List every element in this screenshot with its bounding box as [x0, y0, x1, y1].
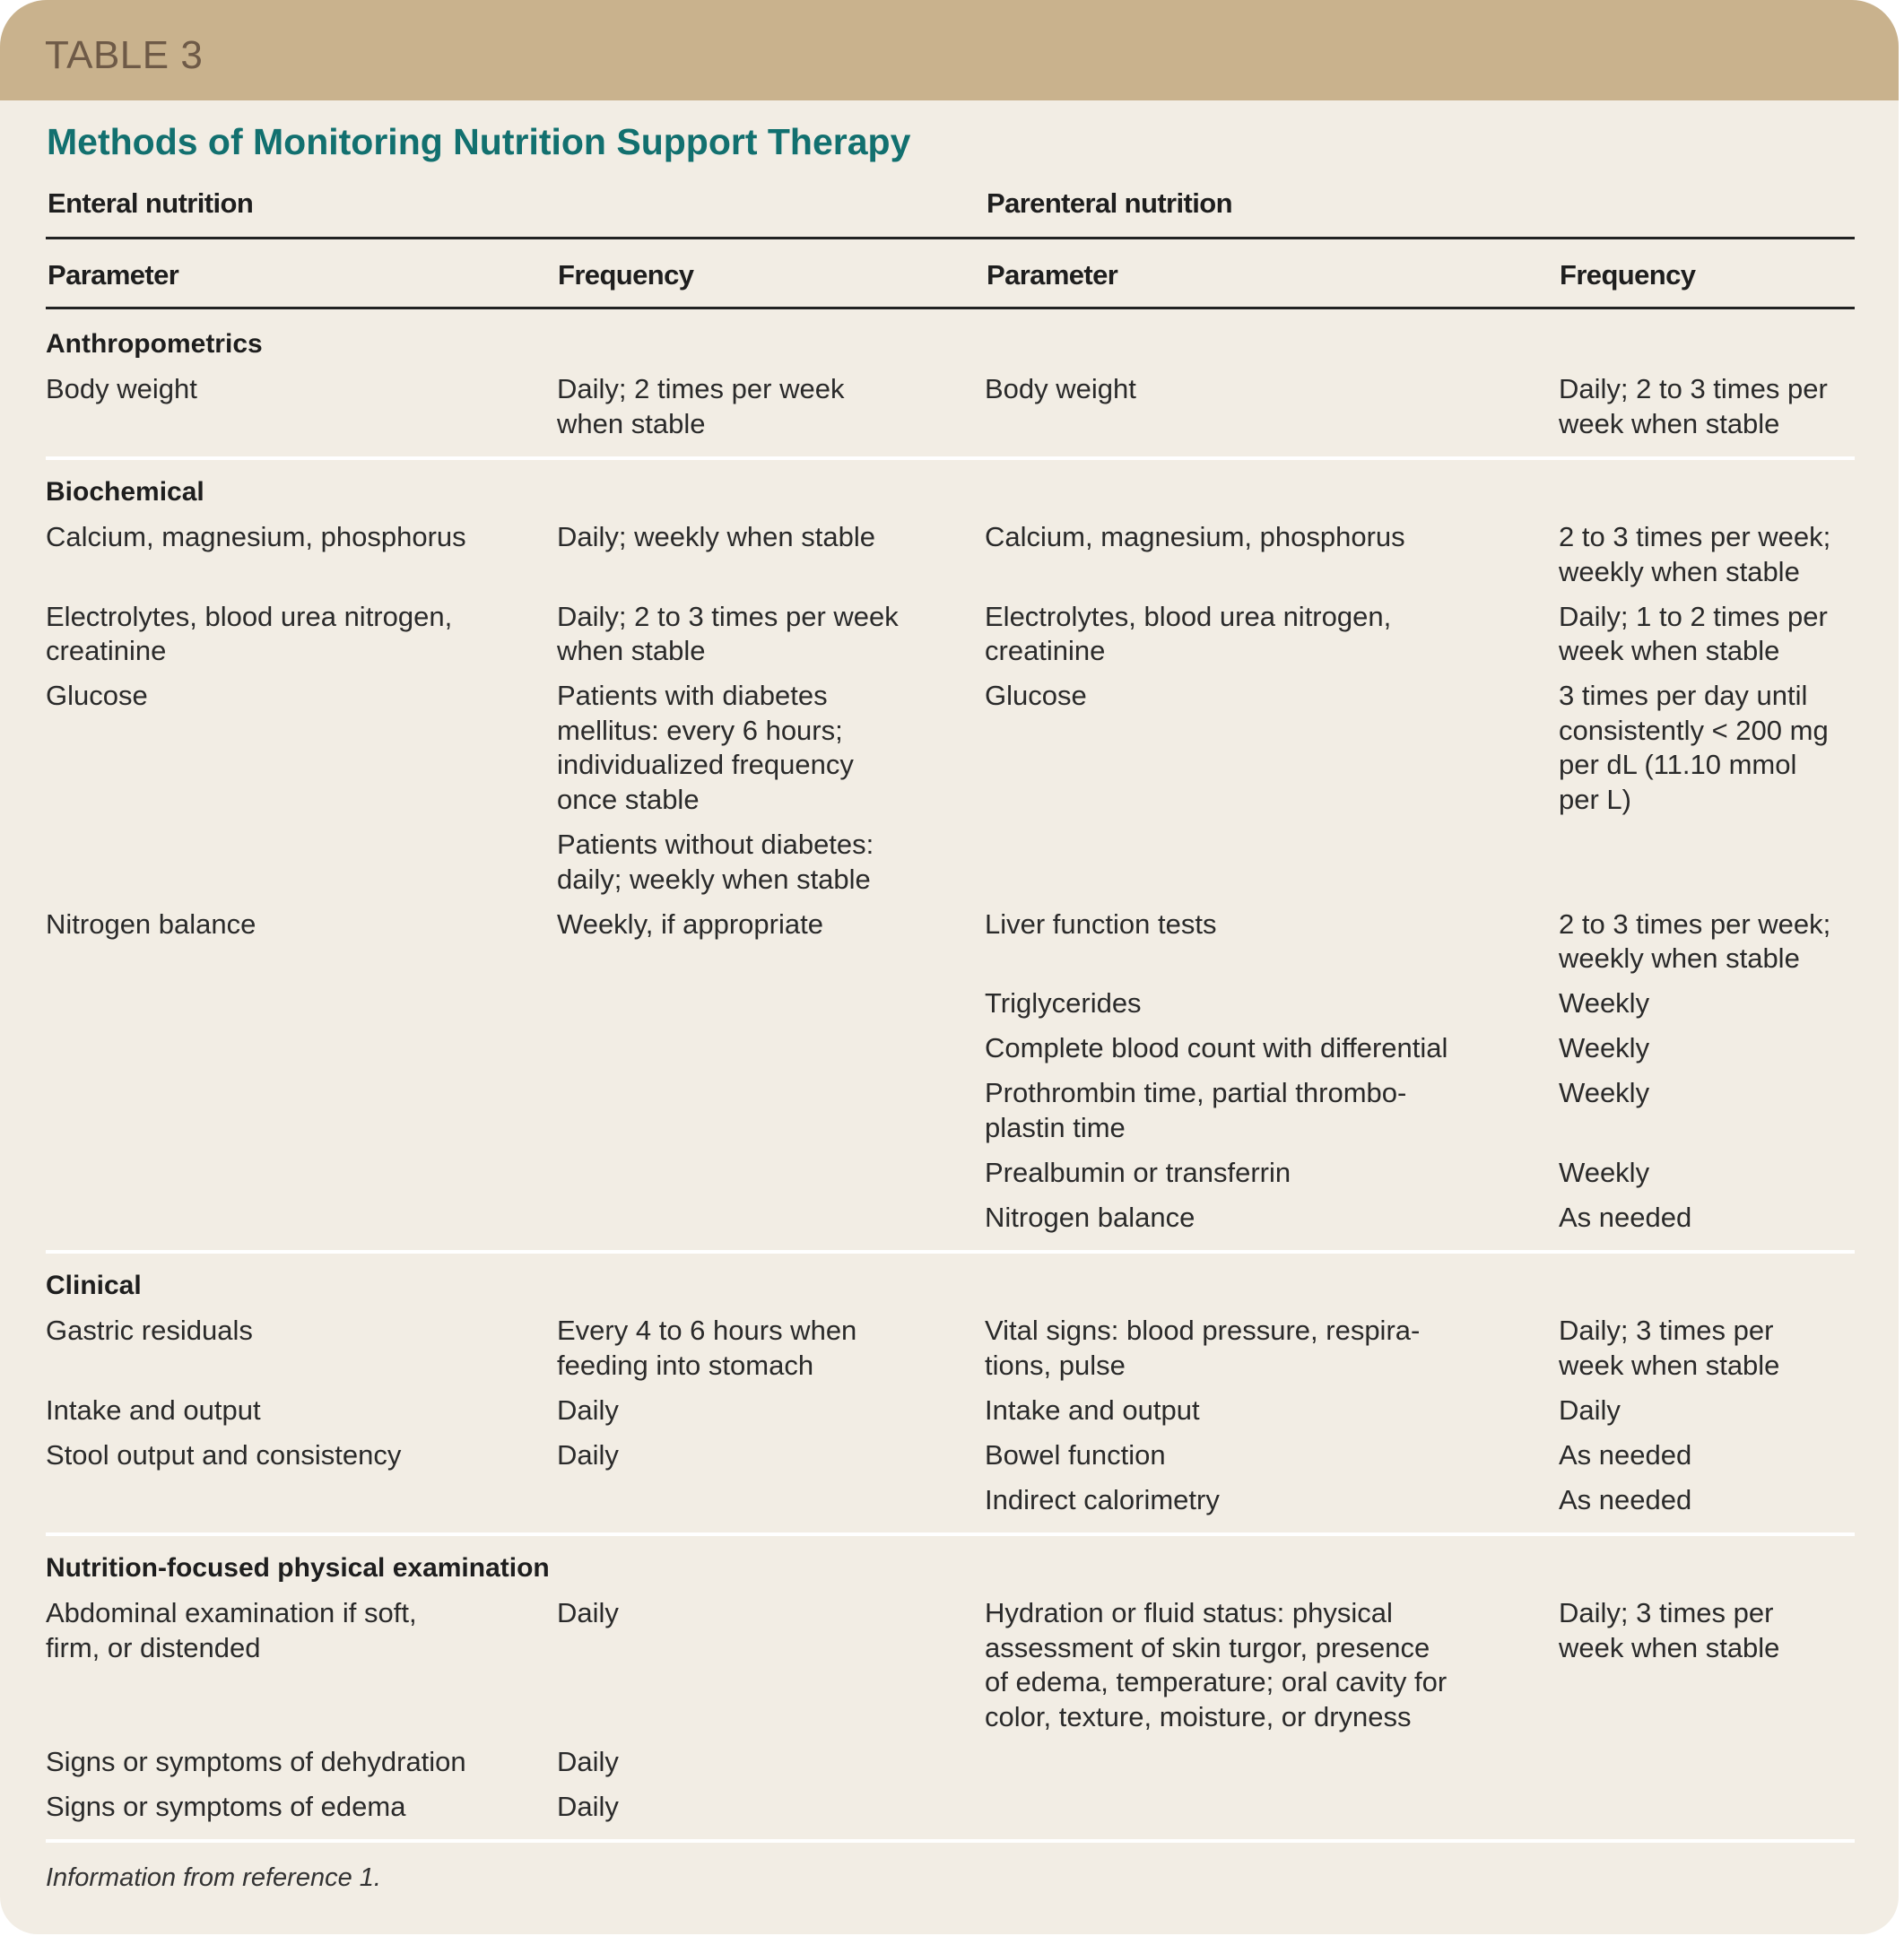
cell-text-line: Daily: [557, 1438, 619, 1471]
cell-parenteral-frequency: [1559, 907, 1830, 977]
table-footnote: Information from reference 1.: [46, 1863, 381, 1892]
cell-text-line: consistently < 200 mg: [1559, 714, 1829, 746]
cell-text-line: Signs or symptoms of dehydration: [46, 1745, 466, 1777]
cell-parenteral-parameter: [985, 986, 1142, 1021]
cell-text-line: Prealbumin or transferrin: [985, 1156, 1291, 1188]
cell-text-line: Every 4 to 6 hours when: [557, 1315, 857, 1346]
cell-enteral-frequency: [557, 1314, 856, 1383]
cell-paragraph: [985, 679, 1087, 714]
group-header-parenteral: Parenteral nutrition: [987, 187, 1232, 219]
cell-text-line: per dL (11.10 mmol: [1559, 749, 1797, 780]
cell-paragraph: [1559, 600, 1828, 669]
column-header-parenteral-frequency: Frequency: [1560, 259, 1696, 291]
cell-paragraph: [557, 828, 874, 897]
cell-text-line: Electrolytes, blood urea nitrogen,: [46, 600, 453, 632]
section-divider: [46, 1532, 1855, 1536]
table-title: Methods of Monitoring Nutrition Support Therapy: [47, 121, 911, 162]
cell-text-line: Weekly: [1559, 1156, 1650, 1188]
cell-enteral-parameter: [46, 1745, 466, 1780]
cell-paragraph: [985, 1031, 1448, 1066]
cell-paragraph: [46, 907, 256, 942]
cell-paragraph: [1559, 520, 1830, 589]
cell-enteral-parameter: [46, 372, 197, 407]
cell-text-line: Indirect calorimetry: [985, 1483, 1220, 1515]
cell-text-line: Calcium, magnesium, phosphorus: [46, 521, 466, 552]
cell-enteral-parameter: [46, 1314, 253, 1349]
cell-paragraph: [46, 520, 466, 555]
cell-paragraph: [46, 1393, 261, 1428]
cell-paragraph: [557, 679, 874, 817]
cell-text-line: Daily; 3 times per: [1559, 1315, 1774, 1346]
cell-parenteral-frequency: [1559, 679, 1829, 817]
cell-paragraph: [985, 1314, 1420, 1383]
cell-paragraph: [557, 1596, 619, 1631]
cell-text-line: daily; weekly when stable: [557, 863, 871, 895]
cell-parenteral-parameter: [985, 520, 1405, 555]
cell-text-line: Electrolytes, blood urea nitrogen,: [985, 600, 1392, 632]
cell-parenteral-frequency: [1559, 1596, 1779, 1665]
cell-paragraph: [1559, 907, 1830, 977]
cell-text-line: weekly when stable: [1559, 942, 1800, 974]
cell-text-line: assessment of skin turgor, presence: [985, 1631, 1430, 1663]
cell-paragraph: [557, 1745, 619, 1780]
cell-paragraph: [557, 372, 844, 441]
cell-paragraph: [557, 600, 899, 669]
cell-parenteral-frequency: [1559, 1201, 1691, 1236]
cell-paragraph: [1559, 1596, 1779, 1665]
cell-enteral-parameter: [46, 1596, 417, 1665]
cell-parenteral-parameter: [985, 1393, 1200, 1428]
cell-parenteral-parameter: [985, 1483, 1220, 1518]
cell-text-line: Daily: [1559, 1393, 1621, 1426]
cell-text-line: Bowel function: [985, 1438, 1166, 1471]
cell-paragraph: [985, 520, 1405, 555]
cell-text-line: Body weight: [985, 373, 1136, 404]
cell-enteral-frequency: [557, 1790, 619, 1825]
cell-enteral-parameter: [46, 907, 256, 942]
cell-parenteral-frequency: [1559, 1156, 1649, 1191]
cell-parenteral-frequency: [1559, 1031, 1649, 1066]
cell-paragraph: [1559, 1438, 1691, 1473]
cell-text-line: Daily: [557, 1790, 619, 1822]
cell-text-line: Glucose: [46, 680, 148, 711]
cell-parenteral-parameter: [985, 1156, 1291, 1191]
cell-paragraph: [1559, 1393, 1621, 1428]
cell-text-line: 3 times per day until: [1559, 680, 1808, 711]
cell-text-line: Liver function tests: [985, 907, 1217, 940]
cell-enteral-frequency: [557, 1438, 619, 1473]
column-header-enteral-parameter: Parameter: [48, 259, 179, 291]
cell-text-line: Calcium, magnesium, phosphorus: [985, 521, 1405, 552]
cell-paragraph: [46, 1790, 405, 1825]
group-header-enteral: Enteral nutrition: [48, 187, 254, 219]
cell-text-line: Patients without diabetes:: [557, 829, 874, 860]
cell-parenteral-parameter: [985, 1314, 1420, 1383]
cell-paragraph: [557, 1438, 619, 1473]
cell-paragraph: [46, 600, 452, 669]
section-divider: [46, 1250, 1855, 1254]
cell-enteral-frequency: [557, 1393, 619, 1428]
table-label: TABLE 3: [45, 33, 204, 77]
cell-paragraph: [985, 1393, 1200, 1428]
cell-paragraph: [1559, 1076, 1649, 1111]
section-divider: [46, 1839, 1855, 1843]
cell-text-line: once stable: [557, 783, 700, 815]
cell-text-line: Daily; 3 times per: [1559, 1597, 1774, 1628]
cell-paragraph: [1559, 1031, 1649, 1066]
cell-enteral-frequency: [557, 907, 823, 942]
cell-paragraph: [985, 986, 1142, 1021]
cell-text-line: feeding into stomach: [557, 1349, 814, 1381]
header-rule-top: [46, 237, 1855, 239]
cell-paragraph: [1559, 1201, 1691, 1236]
cell-enteral-frequency: [557, 600, 899, 669]
cell-paragraph: [557, 1393, 619, 1428]
cell-text-line: individualized frequency: [557, 749, 854, 780]
cell-enteral-parameter: [46, 679, 148, 714]
cell-parenteral-frequency: [1559, 600, 1828, 669]
cell-paragraph: [985, 907, 1216, 942]
section-header: Clinical: [46, 1271, 142, 1300]
section-header: Biochemical: [46, 477, 204, 507]
cell-text-line: Daily; weekly when stable: [557, 521, 875, 552]
column-header-enteral-frequency: Frequency: [558, 259, 694, 291]
cell-text-line: Intake and output: [985, 1393, 1200, 1426]
cell-enteral-parameter: [46, 1393, 261, 1428]
cell-paragraph: [46, 679, 148, 714]
cell-text-line: Daily: [557, 1597, 619, 1628]
cell-paragraph: [46, 1438, 401, 1473]
cell-paragraph: [985, 1596, 1447, 1734]
cell-text-line: creatinine: [46, 635, 167, 666]
cell-paragraph: [985, 600, 1391, 669]
cell-text-line: week when stable: [1559, 1349, 1780, 1381]
cell-parenteral-frequency: [1559, 520, 1830, 589]
cell-text-line: Prothrombin time, partial thrombo-: [985, 1077, 1407, 1108]
cell-text-line: Signs or symptoms of edema: [46, 1790, 406, 1822]
cell-enteral-frequency: [557, 372, 844, 441]
cell-text-line: Patients with diabetes: [557, 680, 828, 711]
cell-text-line: Daily: [557, 1745, 619, 1777]
cell-enteral-frequency: [557, 1596, 619, 1631]
cell-paragraph: [1559, 1483, 1691, 1518]
cell-paragraph: [1559, 372, 1828, 441]
cell-text-line: Daily; 1 to 2 times per: [1559, 600, 1828, 632]
cell-text-line: Vital signs: blood pressure, respira-: [985, 1315, 1421, 1346]
cell-paragraph: [46, 1596, 417, 1665]
cell-enteral-frequency: [557, 520, 875, 555]
cell-text-line: As needed: [1559, 1438, 1692, 1471]
cell-parenteral-parameter: [985, 372, 1136, 407]
cell-paragraph: [46, 1314, 253, 1349]
cell-text-line: when stable: [557, 407, 706, 439]
cell-text-line: tions, pulse: [985, 1349, 1126, 1381]
cell-paragraph: [46, 372, 197, 407]
cell-text-line: Stool output and consistency: [46, 1438, 402, 1471]
cell-text-line: Triglycerides: [985, 987, 1142, 1019]
cell-text-line: 2 to 3 times per week;: [1559, 907, 1831, 940]
cell-parenteral-frequency: [1559, 1076, 1649, 1111]
cell-parenteral-parameter: [985, 1596, 1447, 1734]
cell-text-line: week when stable: [1559, 635, 1780, 666]
cell-text-line: weekly when stable: [1559, 555, 1800, 587]
cell-parenteral-frequency: [1559, 986, 1649, 1021]
cell-text-line: Weekly, if appropriate: [557, 907, 823, 940]
cell-parenteral-parameter: [985, 600, 1391, 669]
cell-text-line: Daily; 2 to 3 times per: [1559, 373, 1828, 404]
cell-parenteral-frequency: [1559, 1393, 1621, 1428]
cell-text-line: Complete blood count with differential: [985, 1032, 1448, 1063]
cell-text-line: Daily: [557, 1393, 619, 1426]
cell-text-line: color, texture, moisture, or dryness: [985, 1700, 1412, 1732]
section-header: Anthropometrics: [46, 329, 263, 359]
cell-enteral-parameter: [46, 600, 452, 669]
cell-paragraph: [985, 1076, 1406, 1145]
cell-paragraph: [557, 1790, 619, 1825]
cell-text-line: creatinine: [985, 635, 1106, 666]
cell-paragraph: [1559, 1156, 1649, 1191]
cell-parenteral-parameter: [985, 1201, 1195, 1236]
cell-text-line: Weekly: [1559, 1032, 1650, 1063]
cell-text-line: Nitrogen balance: [985, 1201, 1195, 1233]
cell-parenteral-parameter: [985, 679, 1087, 714]
cell-paragraph: [557, 1314, 856, 1383]
cell-text-line: Hydration or fluid status: physical: [985, 1597, 1393, 1628]
cell-enteral-frequency: [557, 1745, 619, 1780]
cell-text-line: of edema, temperature; oral cavity for: [985, 1666, 1448, 1697]
cell-paragraph: [557, 907, 823, 942]
section-header: Nutrition-focused physical examination: [46, 1553, 550, 1583]
cell-parenteral-frequency: [1559, 1483, 1691, 1518]
cell-text-line: Abdominal examination if soft,: [46, 1597, 417, 1628]
header-rule-bottom: [46, 307, 1855, 309]
cell-enteral-parameter: [46, 1790, 405, 1825]
cell-text-line: plastin time: [985, 1111, 1126, 1143]
cell-parenteral-parameter: [985, 1031, 1448, 1066]
cell-text-line: Gastric residuals: [46, 1315, 253, 1346]
cell-paragraph: [985, 1156, 1291, 1191]
cell-text-line: mellitus: every 6 hours;: [557, 714, 843, 746]
cell-parenteral-parameter: [985, 1076, 1406, 1145]
cell-text-line: As needed: [1559, 1483, 1692, 1515]
cell-paragraph: [985, 372, 1136, 407]
cell-text-line: Weekly: [1559, 987, 1650, 1019]
column-header-parenteral-parameter: Parameter: [987, 259, 1118, 291]
cell-parenteral-parameter: [985, 1438, 1166, 1473]
cell-text-line: week when stable: [1559, 1631, 1780, 1663]
cell-paragraph: [985, 1483, 1220, 1518]
cell-parenteral-frequency: [1559, 1314, 1779, 1383]
cell-text-line: per L): [1559, 783, 1631, 815]
cell-paragraph: [1559, 986, 1649, 1021]
cell-text-line: firm, or distended: [46, 1631, 261, 1663]
cell-text-line: when stable: [557, 635, 706, 666]
cell-parenteral-frequency: [1559, 1438, 1691, 1473]
cell-parenteral-parameter: [985, 907, 1216, 942]
cell-paragraph: [46, 1745, 466, 1780]
cell-enteral-parameter: [46, 1438, 401, 1473]
cell-text-line: Daily; 2 times per week: [557, 373, 845, 404]
cell-text-line: Body weight: [46, 373, 197, 404]
cell-text-line: 2 to 3 times per week;: [1559, 521, 1831, 552]
cell-enteral-frequency: [557, 679, 874, 897]
cell-text-line: Weekly: [1559, 1077, 1650, 1108]
cell-text-line: Daily; 2 to 3 times per week: [557, 600, 899, 632]
cell-paragraph: [985, 1201, 1195, 1236]
cell-paragraph: [985, 1438, 1166, 1473]
cell-text-line: Intake and output: [46, 1393, 261, 1426]
cell-parenteral-frequency: [1559, 372, 1828, 441]
cell-enteral-parameter: [46, 520, 466, 555]
section-divider: [46, 456, 1855, 460]
cell-paragraph: [1559, 679, 1829, 817]
header-band: [0, 0, 1899, 100]
cell-paragraph: [557, 520, 875, 555]
cell-text-line: Glucose: [985, 680, 1087, 711]
cell-text-line: Nitrogen balance: [46, 907, 256, 940]
cell-text-line: As needed: [1559, 1201, 1692, 1233]
cell-paragraph: [1559, 1314, 1779, 1383]
cell-text-line: week when stable: [1559, 407, 1780, 439]
